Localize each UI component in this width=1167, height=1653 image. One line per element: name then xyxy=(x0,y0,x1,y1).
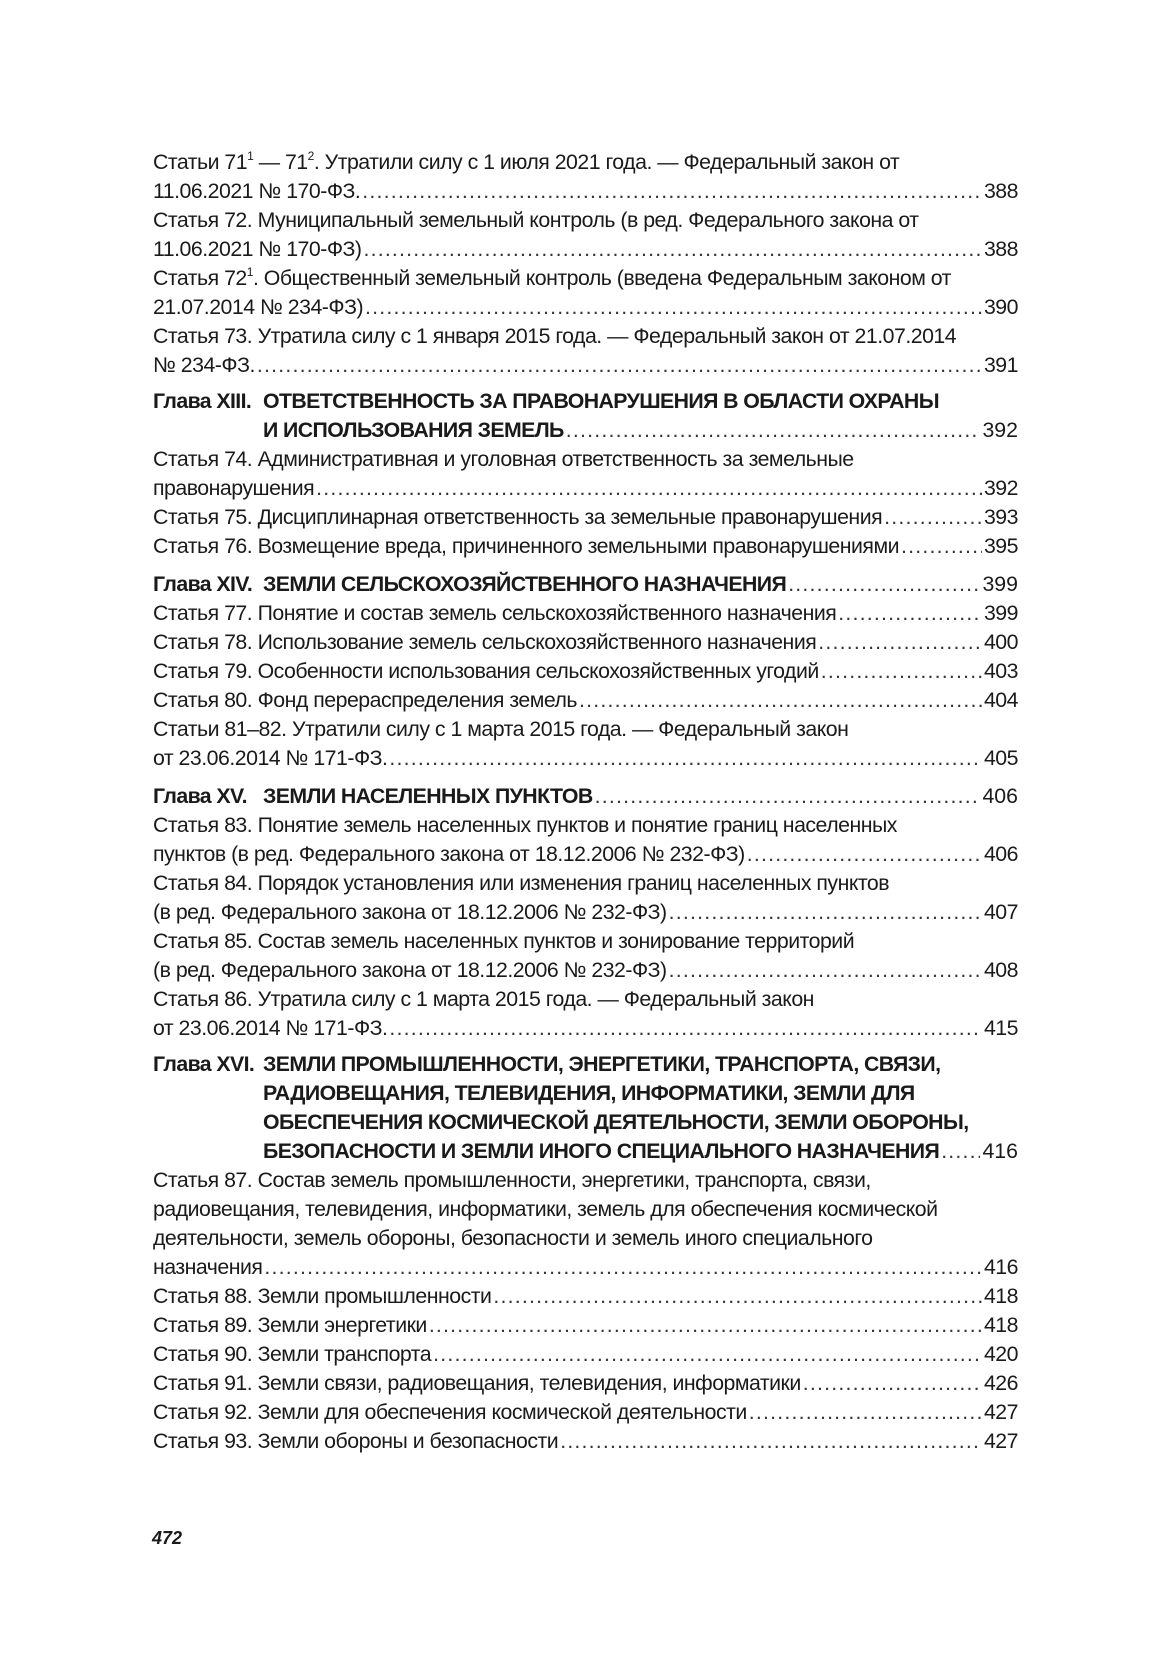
toc-entry-row xyxy=(153,570,1018,599)
dot-leader xyxy=(493,1282,982,1311)
toc-article xyxy=(153,264,1018,322)
toc-entry-row xyxy=(153,686,1018,715)
toc-article xyxy=(153,869,1018,927)
chapter-heading-line xyxy=(153,1108,1018,1137)
toc-article xyxy=(153,1398,1018,1427)
dot-leader xyxy=(429,1311,982,1340)
article-title-text: назначения xyxy=(153,1255,263,1279)
page-ref: 406 xyxy=(982,784,1018,808)
dot-leader xyxy=(747,840,982,869)
page-ref: 404 xyxy=(983,688,1018,712)
article-title-text: правонарушения xyxy=(153,476,315,500)
toc-entry-row xyxy=(153,293,1018,322)
page-ref: 388 xyxy=(983,179,1018,203)
article-title-text: (в ред. Федерального закона от 18.12.2006 № 232-ФЗ) xyxy=(153,958,667,982)
toc-article xyxy=(153,657,1018,686)
toc-entry-row xyxy=(153,1369,1018,1398)
toc-entry-row xyxy=(153,1014,1018,1043)
dot-leader xyxy=(669,898,982,927)
dot-leader xyxy=(433,1340,982,1369)
toc-article xyxy=(153,503,1018,532)
dot-leader xyxy=(365,293,982,322)
toc-article xyxy=(153,1311,1018,1340)
chapter-heading-line xyxy=(153,387,1018,416)
article-title-text: № 234-ФЗ. xyxy=(153,353,255,377)
article-title-line: Статьи 81–82. Утратили силу с 1 марта 2015 года. — Федеральный закон xyxy=(153,717,849,741)
toc-article xyxy=(153,628,1018,657)
article-title-text: Статья 78. Использование земель сельскохозяйственного назначения xyxy=(153,630,817,654)
page-ref: 427 xyxy=(983,1400,1018,1424)
page-ref: 406 xyxy=(983,842,1018,866)
chapter-title-text: Глава XV. ЗЕМЛИ НАСЕЛЕННЫХ ПУНКТОВ xyxy=(153,782,593,811)
toc-article xyxy=(153,322,1018,380)
article-title-text: Статья 77. Понятие и состав земель сельскохозяйственного назначения xyxy=(153,601,837,625)
article-title-line: Статья 85. Состав земель населенных пунктов и зонирование территорий xyxy=(153,929,855,953)
article-title-line: деятельности, земель обороны, безопасности и земель иного специального xyxy=(153,1226,873,1250)
chapter-heading-line xyxy=(153,1050,1018,1079)
page-ref: 392 xyxy=(983,476,1018,500)
article-title-text: Статья 91. Земли связи, радиовещания, телевидения, информатики xyxy=(153,1371,801,1395)
table-of-contents xyxy=(153,148,1018,1456)
toc-entry-row xyxy=(153,840,1018,869)
article-title-line: Статья 87. Состав земель промышленности, энергетики, транспорта, связи, xyxy=(153,1168,871,1192)
toc-entry-row xyxy=(153,503,1018,532)
toc-entry-row xyxy=(153,628,1018,657)
toc-chapter xyxy=(153,570,1018,599)
page-ref: 427 xyxy=(983,1429,1018,1453)
chapter-number: Глава XIII. xyxy=(153,389,252,413)
page-ref: 395 xyxy=(983,534,1018,558)
dot-leader xyxy=(749,1398,982,1427)
chapter-title-text: ОТВЕТСТВЕННОСТЬ ЗА ПРАВОНАРУШЕНИЯ В ОБЛАСТИ ОХРАНЫ xyxy=(263,389,939,413)
toc-article xyxy=(153,1166,1018,1282)
article-title-line: Статья 74. Административная и уголовная ответственность за земельные xyxy=(153,447,854,471)
page-ref: 399 xyxy=(982,572,1018,596)
article-title-text: Статья 75. Дисциплинарная ответственность за земельные правонарушения xyxy=(153,505,883,529)
article-title-text: (в ред. Федерального закона от 18.12.2006 № 232-ФЗ) xyxy=(153,900,667,924)
dot-leader xyxy=(818,628,982,657)
article-title-line: радиовещания, телевидения, информатики, земель для обеспечения космической xyxy=(153,1197,938,1221)
toc-entry-row xyxy=(153,1427,1018,1456)
toc-chapter xyxy=(153,782,1018,811)
dot-leader xyxy=(788,570,980,599)
toc-article xyxy=(153,532,1018,561)
toc-article xyxy=(153,1369,1018,1398)
toc-entry-row xyxy=(153,532,1018,561)
dot-leader xyxy=(316,474,982,503)
chapter-title-text: ЗЕМЛИ ПРОМЫШЛЕННОСТИ, ЭНЕРГЕТИКИ, ТРАНСПОРТА, СВЯЗИ, xyxy=(263,1052,941,1076)
page-ref: 407 xyxy=(983,900,1018,924)
toc-article xyxy=(153,715,1018,773)
chapter-number: Глава XIV. xyxy=(153,572,253,596)
chapter-title-text: ОБЕСПЕЧЕНИЯ КОСМИЧЕСКОЙ ДЕЯТЕЛЬНОСТИ, ЗЕМЛИ ОБОРОНЫ, xyxy=(263,1110,969,1134)
chapter-number: Глава XV. xyxy=(153,784,247,808)
toc-entry-row xyxy=(153,1253,1018,1282)
dot-leader xyxy=(257,351,982,380)
chapter-number: Глава XVI. xyxy=(153,1052,255,1076)
page-ref: 418 xyxy=(983,1284,1018,1308)
article-title-line: Статья 83. Понятие земель населенных пунктов и понятие границ населенных xyxy=(153,813,897,837)
page-ref: 408 xyxy=(983,958,1018,982)
dot-leader xyxy=(566,416,981,445)
page-ref: 416 xyxy=(982,1139,1018,1163)
toc-article xyxy=(153,985,1018,1043)
toc-article xyxy=(153,1282,1018,1311)
article-title-text: от 23.06.2014 № 171-ФЗ. xyxy=(153,1016,388,1040)
chapter-title-text: Глава XIV. ЗЕМЛИ СЕЛЬСКОХОЗЯЙСТВЕННОГО НАЗНАЧЕНИЯ xyxy=(153,570,786,599)
article-title-text: Статья 92. Земли для обеспечения космической деятельности xyxy=(153,1400,747,1424)
dot-leader xyxy=(901,532,982,561)
dot-leader xyxy=(389,744,982,773)
page-ref: 400 xyxy=(983,630,1018,654)
dot-leader xyxy=(362,177,982,206)
article-title-line: Статья $72^1$. Общественный земельный контроль (введена Федеральным законом от xyxy=(153,265,951,290)
page-ref: 399 xyxy=(983,601,1018,625)
dot-leader xyxy=(803,1369,982,1398)
page-ref: 418 xyxy=(983,1313,1018,1337)
page-ref: 392 xyxy=(982,418,1018,442)
article-title-text: Статья 76. Возмещение вреда, причиненного земельными правонарушениями xyxy=(153,534,899,558)
page-ref: 405 xyxy=(983,746,1018,770)
dot-leader xyxy=(838,599,982,628)
page-ref: 415 xyxy=(983,1016,1018,1040)
toc-article xyxy=(153,445,1018,503)
chapter-title-text: И ИСПОЛЬЗОВАНИЯ ЗЕМЕЛЬ xyxy=(263,418,564,442)
toc-entry-row xyxy=(153,177,1018,206)
article-title-line: Статья 86. Утратила силу с 1 марта 2015 года. — Федеральный закон xyxy=(153,987,814,1011)
page-ref: 388 xyxy=(983,237,1018,261)
article-title-text: Статья 90. Земли транспорта xyxy=(153,1342,432,1366)
dot-leader xyxy=(579,686,982,715)
toc-article xyxy=(153,811,1018,869)
dot-leader xyxy=(389,1014,982,1043)
article-title-text: Статья 80. Фонд перераспределения земель xyxy=(153,688,578,712)
article-title-text: 21.07.2014 № 234-ФЗ) xyxy=(153,295,364,319)
chapter-title-text: РАДИОВЕЩАНИЯ, ТЕЛЕВИДЕНИЯ, ИНФОРМАТИКИ, ЗЕМЛИ ДЛЯ xyxy=(263,1081,915,1105)
article-title-line: Статья 73. Утратила силу с 1 января 2015 года. — Федеральный закон от 21.07.2014 xyxy=(153,324,957,348)
toc-article xyxy=(153,148,1018,206)
article-title-text: Статья 89. Земли энергетики xyxy=(153,1313,427,1337)
article-title-text: пунктов (в ред. Федерального закона от 18.12.2006 № 232-ФЗ) xyxy=(153,842,745,866)
page-ref: 420 xyxy=(983,1342,1018,1366)
page-number: 472 xyxy=(152,1528,183,1548)
dot-leader xyxy=(669,956,982,985)
article-title-text: от 23.06.2014 № 171-ФЗ. xyxy=(153,746,388,770)
article-title-line: Статья 72. Муниципальный земельный контроль (в ред. Федерального закона от xyxy=(153,208,919,232)
toc-chapter xyxy=(153,1050,1018,1166)
toc-entry-row xyxy=(153,898,1018,927)
toc-entry-row xyxy=(153,1311,1018,1340)
toc-article xyxy=(153,1427,1018,1456)
toc-entry-row xyxy=(153,1398,1018,1427)
toc-article xyxy=(153,686,1018,715)
toc-entry-row xyxy=(153,1282,1018,1311)
article-title-text: 11.06.2021 № 170-ФЗ) xyxy=(153,237,362,261)
dot-leader xyxy=(560,1427,982,1456)
dot-leader xyxy=(941,1137,980,1166)
toc-entry-row xyxy=(153,744,1018,773)
article-title-line: Статьи $71^1$ — $71^2$. Утратили силу с 1 июля 2021 года. — Федеральный закон от xyxy=(153,149,900,174)
chapter-heading-line xyxy=(153,1079,1018,1108)
toc-entry-row xyxy=(153,1137,1018,1166)
toc-entry-row xyxy=(153,1340,1018,1369)
toc-entry-row xyxy=(153,657,1018,686)
toc-article xyxy=(153,1340,1018,1369)
page-ref: 426 xyxy=(983,1371,1018,1395)
dot-leader xyxy=(595,782,981,811)
toc-entry-row xyxy=(153,416,1018,445)
toc-entry-row xyxy=(153,474,1018,503)
toc-article xyxy=(153,927,1018,985)
toc-entry-row xyxy=(153,599,1018,628)
article-title-text: 11.06.2021 № 170-ФЗ. xyxy=(153,179,361,203)
article-title-text: Статья 79. Особенности использования сельскохозяйственных угодий xyxy=(153,659,819,683)
page-ref: 390 xyxy=(983,295,1018,319)
page-ref: 403 xyxy=(983,659,1018,683)
dot-leader xyxy=(363,235,981,264)
toc-entry-row xyxy=(153,235,1018,264)
chapter-title-text: БЕЗОПАСНОСТИ И ЗЕМЛИ ИНОГО СПЕЦИАЛЬНОГО НАЗНАЧЕНИЯ xyxy=(263,1139,940,1163)
toc-chapter xyxy=(153,387,1018,445)
page-ref: 391 xyxy=(983,353,1018,377)
article-title-text: Статья 93. Земли обороны и безопасности xyxy=(153,1429,559,1453)
toc-article xyxy=(153,206,1018,264)
toc-entry-row xyxy=(153,956,1018,985)
toc-entry-row xyxy=(153,351,1018,380)
toc-article xyxy=(153,599,1018,628)
article-title-line: Статья 84. Порядок установления или изменения границ населенных пунктов xyxy=(153,871,890,895)
page-ref: 416 xyxy=(983,1255,1018,1279)
dot-leader xyxy=(821,657,982,686)
dot-leader xyxy=(264,1253,982,1282)
page-ref: 393 xyxy=(983,505,1018,529)
toc-entry-row xyxy=(153,782,1018,811)
dot-leader xyxy=(884,503,982,532)
article-title-text: Статья 88. Земли промышленности xyxy=(153,1284,492,1308)
